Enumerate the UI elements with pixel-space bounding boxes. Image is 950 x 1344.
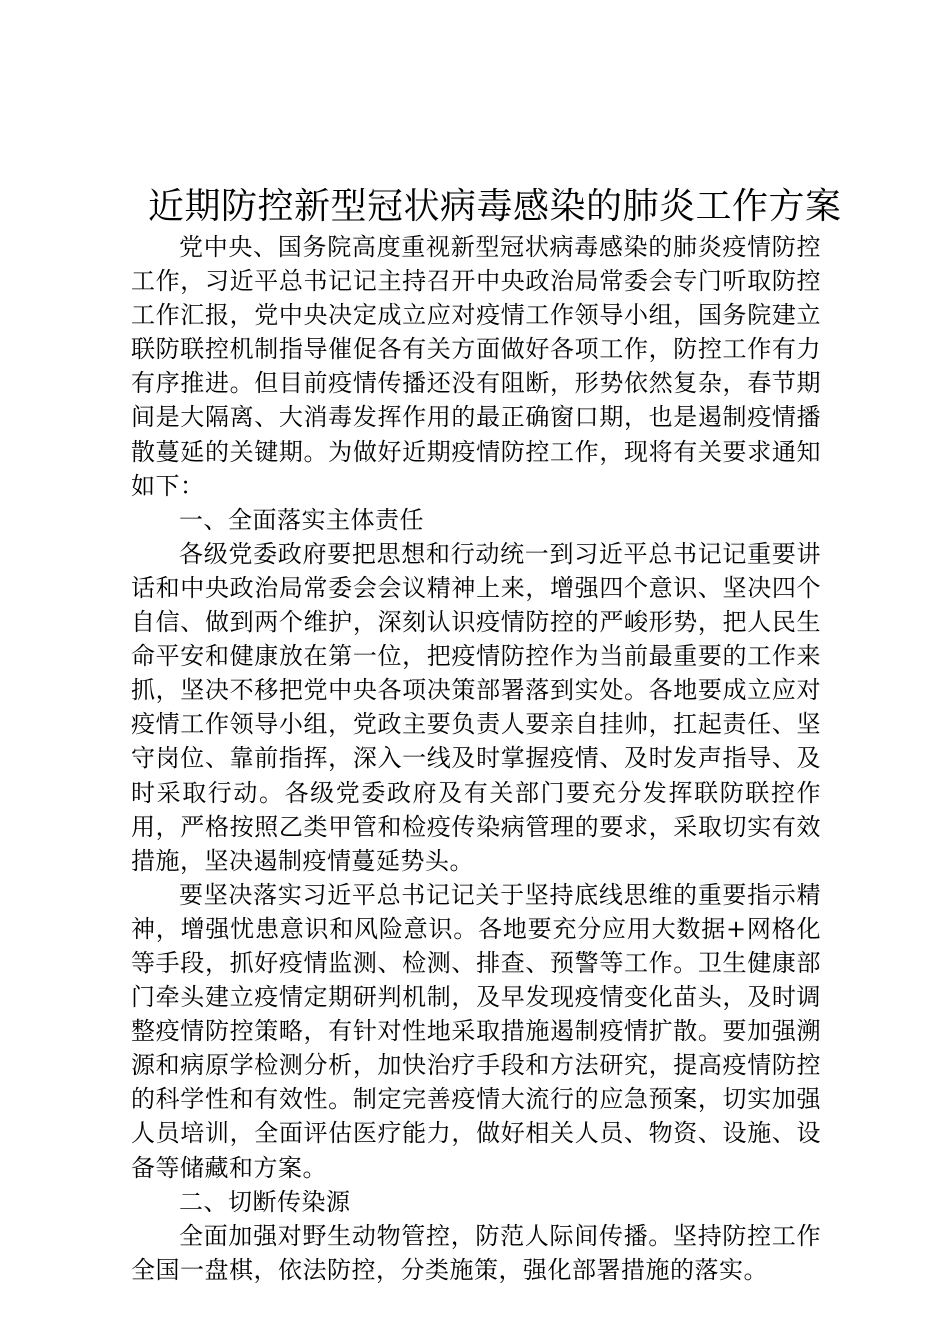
- section-heading-2: 二、切断传染源: [179, 1187, 351, 1216]
- section-1-paragraph-2: 要坚决落实习近平总书记记关于坚持底线思维的重要指示精神，增强忧患意识和风险意识。各地要充分应用大数据+网格化等手段，抓好疫情监测、检测、排查、预警等工作。卫生健康部门牵头建立疫情定期研判机制，及早发现疫情变化苗头，及时调整疫情防控策略，有针对性地采取措施遏制疫情扩散。要加强溯源和病原学检测分析，加快治疗手段和方法研究，提高疫情防控的科学性和有效性。制定完善疫情大流行的应急预案，切实加强人员培训，全面评估医疗能力，做好相关人员、物资、设施、设备等储藏和方案。: [131, 880, 821, 1182]
- section-2-paragraph-1: 全面加强对野生动物管控，防范人际间传播。坚持防控工作全国一盘棋，依法防控，分类施策，强化部署措施的落实。: [131, 1221, 821, 1284]
- intro-paragraph: 党中央、国务院高度重视新型冠状病毒感染的肺炎疫情防控工作，习近平总书记记主持召开中央政治局常委会专门听取防控工作汇报，党中央决定成立应对疫情工作领导小组，国务院建立联防联控机制指导催促各有关方面做好各项工作，防控工作有力有序推进。但目前疫情传播还没有阻断，形势依然复杂，春节期间是大隔离、大消毒发挥作用的最正确窗口期，也是遏制疫情播散蔓延的关键期。为做好近期疫情防控工作，现将有关要求通知如下：: [131, 233, 821, 500]
- document-title: 近期防控新型冠状病毒感染的肺炎工作方案: [148, 186, 842, 227]
- document-body: [131, 230, 821, 1287]
- section-1-paragraph-1: 各级党委政府要把思想和行动统一到习近平总书记记重要讲话和中央政治局常委会会议精神上来，增强四个意识、坚决四个自信、做到两个维护，深刻认识疫情防控的严峻形势，把人民生命平安和健康放在第一位，把疫情防控作为当前最重要的工作来抓，坚决不移把党中央各项决策部署落到实处。各地要成立应对疫情工作领导小组，党政主要负责人要亲自挂帅，扛起责任、坚守岗位、靠前指挥，深入一线及时掌握疫情、及时发声指导、及时采取行动。各级党委政府及有关部门要充分发挥联防联控作用，严格按照乙类甲管和检疫传染病管理的要求，采取切实有效措施，坚决遏制疫情蔓延势头。: [131, 539, 821, 875]
- section-heading-1: 一、全面落实主体责任: [179, 505, 424, 534]
